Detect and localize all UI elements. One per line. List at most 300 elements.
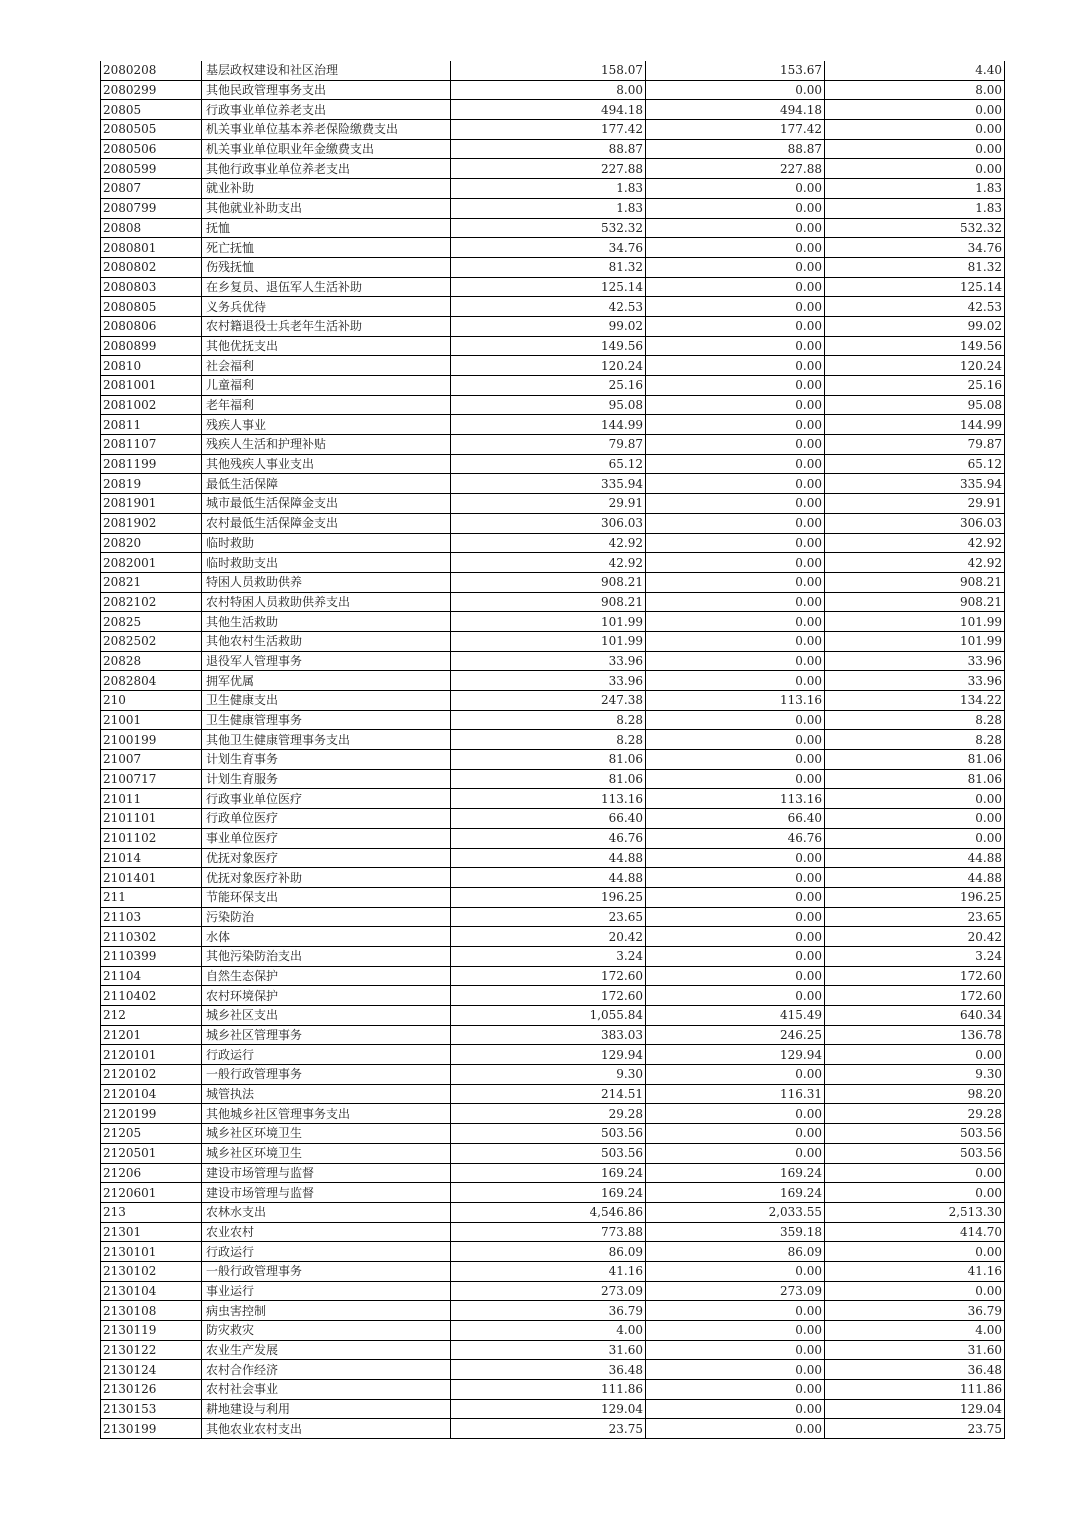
subject-name-cell: 农村最低生活保障金支出 [202, 513, 451, 533]
subject-code-cell: 210 [101, 691, 202, 711]
table-row [101, 1025, 1005, 1045]
project-expenditure-cell: 503.56 [825, 1143, 1005, 1163]
total-amount-cell: 196.25 [451, 887, 646, 907]
subject-name-cell: 城乡社区环境卫生 [202, 1124, 451, 1144]
basic-expenditure-cell: 246.25 [646, 1025, 825, 1045]
subject-code-cell: 2120104 [101, 1084, 202, 1104]
table-row [101, 769, 1005, 789]
subject-name-cell: 城乡社区支出 [202, 1006, 451, 1026]
subject-name-cell: 基层政权建设和社区治理 [202, 61, 451, 80]
table-row [101, 454, 1005, 474]
project-expenditure-cell: 33.96 [825, 671, 1005, 691]
total-amount-cell: 41.16 [451, 1261, 646, 1281]
project-expenditure-cell: 29.28 [825, 1104, 1005, 1124]
subject-code-cell: 2101102 [101, 828, 202, 848]
subject-code-cell: 20825 [101, 612, 202, 632]
subject-code-cell: 2101101 [101, 809, 202, 829]
basic-expenditure-cell: 129.94 [646, 1045, 825, 1065]
total-amount-cell: 79.87 [451, 435, 646, 455]
subject-code-cell: 2082102 [101, 592, 202, 612]
subject-name-cell: 其他农村生活救助 [202, 631, 451, 651]
subject-name-cell: 建设市场管理与监督 [202, 1183, 451, 1203]
subject-name-cell: 农业生产发展 [202, 1340, 451, 1360]
table-row [101, 868, 1005, 888]
subject-code-cell: 2082502 [101, 631, 202, 651]
total-amount-cell: 773.88 [451, 1222, 646, 1242]
subject-code-cell: 21103 [101, 907, 202, 927]
basic-expenditure-cell: 0.00 [646, 277, 825, 297]
subject-code-cell: 2080505 [101, 120, 202, 140]
budget-table [100, 61, 1005, 1439]
subject-name-cell: 病虫害控制 [202, 1301, 451, 1321]
basic-expenditure-cell: 177.42 [646, 120, 825, 140]
basic-expenditure-cell: 494.18 [646, 100, 825, 120]
project-expenditure-cell: 908.21 [825, 572, 1005, 592]
subject-code-cell: 2082804 [101, 671, 202, 691]
subject-name-cell: 残疾人生活和护理补贴 [202, 435, 451, 455]
table-row [101, 1301, 1005, 1321]
table-row [101, 1065, 1005, 1085]
total-amount-cell: 23.75 [451, 1419, 646, 1439]
project-expenditure-cell: 0.00 [825, 1242, 1005, 1262]
total-amount-cell: 4.00 [451, 1321, 646, 1341]
project-expenditure-cell: 42.92 [825, 553, 1005, 573]
basic-expenditure-cell: 0.00 [646, 750, 825, 770]
project-expenditure-cell: 4.00 [825, 1321, 1005, 1341]
subject-name-cell: 老年福利 [202, 395, 451, 415]
subject-name-cell: 农林水支出 [202, 1202, 451, 1222]
subject-name-cell: 一般行政管理事务 [202, 1261, 451, 1281]
subject-name-cell: 农村环境保护 [202, 986, 451, 1006]
total-amount-cell: 31.60 [451, 1340, 646, 1360]
basic-expenditure-cell: 0.00 [646, 868, 825, 888]
basic-expenditure-cell: 0.00 [646, 730, 825, 750]
project-expenditure-cell: 335.94 [825, 474, 1005, 494]
basic-expenditure-cell: 0.00 [646, 1419, 825, 1439]
total-amount-cell: 36.79 [451, 1301, 646, 1321]
table-row [101, 750, 1005, 770]
table-row [101, 159, 1005, 179]
basic-expenditure-cell: 0.00 [646, 927, 825, 947]
subject-name-cell: 其他优抚支出 [202, 336, 451, 356]
total-amount-cell: 25.16 [451, 376, 646, 396]
subject-code-cell: 20820 [101, 533, 202, 553]
subject-code-cell: 20828 [101, 651, 202, 671]
table-row [101, 316, 1005, 336]
basic-expenditure-cell: 153.67 [646, 61, 825, 80]
subject-name-cell: 其他就业补助支出 [202, 198, 451, 218]
project-expenditure-cell: 98.20 [825, 1084, 1005, 1104]
subject-code-cell: 2101401 [101, 868, 202, 888]
table-row [101, 1104, 1005, 1124]
project-expenditure-cell: 42.92 [825, 533, 1005, 553]
total-amount-cell: 129.04 [451, 1399, 646, 1419]
table-row [101, 986, 1005, 1006]
subject-name-cell: 行政运行 [202, 1045, 451, 1065]
subject-code-cell: 2120199 [101, 1104, 202, 1124]
project-expenditure-cell: 25.16 [825, 376, 1005, 396]
table-row [101, 257, 1005, 277]
project-expenditure-cell: 42.53 [825, 297, 1005, 317]
total-amount-cell: 81.32 [451, 257, 646, 277]
table-row [101, 513, 1005, 533]
basic-expenditure-cell: 0.00 [646, 769, 825, 789]
project-expenditure-cell: 8.28 [825, 710, 1005, 730]
project-expenditure-cell: 111.86 [825, 1380, 1005, 1400]
table-row [101, 1222, 1005, 1242]
total-amount-cell: 8.28 [451, 710, 646, 730]
table-row [101, 572, 1005, 592]
total-amount-cell: 503.56 [451, 1143, 646, 1163]
basic-expenditure-cell: 273.09 [646, 1281, 825, 1301]
total-amount-cell: 172.60 [451, 986, 646, 1006]
subject-code-cell: 2130108 [101, 1301, 202, 1321]
table-row [101, 612, 1005, 632]
total-amount-cell: 169.24 [451, 1183, 646, 1203]
table-row [101, 809, 1005, 829]
subject-code-cell: 2120601 [101, 1183, 202, 1203]
project-expenditure-cell: 33.96 [825, 651, 1005, 671]
total-amount-cell: 503.56 [451, 1124, 646, 1144]
total-amount-cell: 120.24 [451, 356, 646, 376]
subject-name-cell: 临时救助 [202, 533, 451, 553]
subject-code-cell: 2080803 [101, 277, 202, 297]
subject-code-cell: 20819 [101, 474, 202, 494]
table-row [101, 395, 1005, 415]
subject-code-cell: 2081199 [101, 454, 202, 474]
project-expenditure-cell: 0.00 [825, 1183, 1005, 1203]
subject-code-cell: 21201 [101, 1025, 202, 1045]
subject-name-cell: 城乡社区管理事务 [202, 1025, 451, 1045]
table-row [101, 828, 1005, 848]
subject-name-cell: 机关事业单位职业年金缴费支出 [202, 139, 451, 159]
table-row [101, 474, 1005, 494]
table-row [101, 946, 1005, 966]
subject-code-cell: 2080801 [101, 238, 202, 258]
subject-code-cell: 213 [101, 1202, 202, 1222]
total-amount-cell: 1.83 [451, 198, 646, 218]
subject-code-cell: 2081002 [101, 395, 202, 415]
basic-expenditure-cell: 0.00 [646, 1143, 825, 1163]
total-amount-cell: 101.99 [451, 612, 646, 632]
basic-expenditure-cell: 0.00 [646, 198, 825, 218]
basic-expenditure-cell: 0.00 [646, 710, 825, 730]
subject-name-cell: 事业运行 [202, 1281, 451, 1301]
basic-expenditure-cell: 0.00 [646, 80, 825, 100]
total-amount-cell: 3.24 [451, 946, 646, 966]
basic-expenditure-cell: 0.00 [646, 1301, 825, 1321]
total-amount-cell: 172.60 [451, 966, 646, 986]
subject-name-cell: 抚恤 [202, 218, 451, 238]
project-expenditure-cell: 23.65 [825, 907, 1005, 927]
basic-expenditure-cell: 0.00 [646, 1380, 825, 1400]
budget-table-body [101, 61, 1005, 1439]
total-amount-cell: 144.99 [451, 415, 646, 435]
table-row [101, 1380, 1005, 1400]
project-expenditure-cell: 149.56 [825, 336, 1005, 356]
subject-name-cell: 农业农村 [202, 1222, 451, 1242]
total-amount-cell: 111.86 [451, 1380, 646, 1400]
project-expenditure-cell: 196.25 [825, 887, 1005, 907]
subject-name-cell: 临时救助支出 [202, 553, 451, 573]
subject-code-cell: 2080506 [101, 139, 202, 159]
table-row [101, 218, 1005, 238]
subject-code-cell: 2110302 [101, 927, 202, 947]
total-amount-cell: 23.65 [451, 907, 646, 927]
basic-expenditure-cell: 0.00 [646, 612, 825, 632]
subject-name-cell: 水体 [202, 927, 451, 947]
budget-table-page [100, 61, 1005, 1439]
subject-name-cell: 一般行政管理事务 [202, 1065, 451, 1085]
total-amount-cell: 214.51 [451, 1084, 646, 1104]
table-row [101, 1360, 1005, 1380]
subject-code-cell: 2130153 [101, 1399, 202, 1419]
basic-expenditure-cell: 0.00 [646, 297, 825, 317]
project-expenditure-cell: 172.60 [825, 966, 1005, 986]
basic-expenditure-cell: 0.00 [646, 592, 825, 612]
total-amount-cell: 149.56 [451, 336, 646, 356]
subject-name-cell: 拥军优属 [202, 671, 451, 691]
basic-expenditure-cell: 0.00 [646, 907, 825, 927]
project-expenditure-cell: 120.24 [825, 356, 1005, 376]
table-row [101, 415, 1005, 435]
subject-name-cell: 最低生活保障 [202, 474, 451, 494]
subject-name-cell: 儿童福利 [202, 376, 451, 396]
table-row [101, 671, 1005, 691]
total-amount-cell: 9.30 [451, 1065, 646, 1085]
project-expenditure-cell: 36.79 [825, 1301, 1005, 1321]
total-amount-cell: 42.53 [451, 297, 646, 317]
subject-code-cell: 2082001 [101, 553, 202, 573]
table-row [101, 592, 1005, 612]
table-row [101, 1242, 1005, 1262]
project-expenditure-cell: 99.02 [825, 316, 1005, 336]
total-amount-cell: 95.08 [451, 395, 646, 415]
basic-expenditure-cell: 116.31 [646, 1084, 825, 1104]
table-row [101, 631, 1005, 651]
total-amount-cell: 125.14 [451, 277, 646, 297]
project-expenditure-cell: 172.60 [825, 986, 1005, 1006]
basic-expenditure-cell: 0.00 [646, 1065, 825, 1085]
basic-expenditure-cell: 0.00 [646, 1399, 825, 1419]
subject-name-cell: 耕地建设与利用 [202, 1399, 451, 1419]
subject-name-cell: 就业补助 [202, 179, 451, 199]
basic-expenditure-cell: 0.00 [646, 257, 825, 277]
subject-name-cell: 计划生育事务 [202, 750, 451, 770]
total-amount-cell: 88.87 [451, 139, 646, 159]
table-row [101, 139, 1005, 159]
subject-code-cell: 2080599 [101, 159, 202, 179]
table-row [101, 336, 1005, 356]
subject-code-cell: 2080799 [101, 198, 202, 218]
table-row [101, 277, 1005, 297]
basic-expenditure-cell: 0.00 [646, 1340, 825, 1360]
subject-code-cell: 21001 [101, 710, 202, 730]
project-expenditure-cell: 134.22 [825, 691, 1005, 711]
subject-code-cell: 2081901 [101, 494, 202, 514]
table-row [101, 730, 1005, 750]
subject-code-cell: 21011 [101, 789, 202, 809]
table-row [101, 1084, 1005, 1104]
project-expenditure-cell: 0.00 [825, 789, 1005, 809]
subject-code-cell: 2100199 [101, 730, 202, 750]
subject-name-cell: 优抚对象医疗补助 [202, 868, 451, 888]
total-amount-cell: 273.09 [451, 1281, 646, 1301]
project-expenditure-cell: 306.03 [825, 513, 1005, 533]
total-amount-cell: 158.07 [451, 61, 646, 80]
basic-expenditure-cell: 0.00 [646, 986, 825, 1006]
table-row [101, 297, 1005, 317]
subject-name-cell: 行政运行 [202, 1242, 451, 1262]
subject-code-cell: 2130102 [101, 1261, 202, 1281]
basic-expenditure-cell: 415.49 [646, 1006, 825, 1026]
total-amount-cell: 383.03 [451, 1025, 646, 1045]
table-row [101, 966, 1005, 986]
project-expenditure-cell: 101.99 [825, 631, 1005, 651]
basic-expenditure-cell: 0.00 [646, 179, 825, 199]
subject-code-cell: 2130126 [101, 1380, 202, 1400]
project-expenditure-cell: 3.24 [825, 946, 1005, 966]
basic-expenditure-cell: 46.76 [646, 828, 825, 848]
project-expenditure-cell: 144.99 [825, 415, 1005, 435]
table-row [101, 1419, 1005, 1439]
project-expenditure-cell: 136.78 [825, 1025, 1005, 1045]
project-expenditure-cell: 0.00 [825, 1045, 1005, 1065]
subject-code-cell: 2080899 [101, 336, 202, 356]
project-expenditure-cell: 640.34 [825, 1006, 1005, 1026]
project-expenditure-cell: 29.91 [825, 494, 1005, 514]
project-expenditure-cell: 0.00 [825, 828, 1005, 848]
subject-code-cell: 2130101 [101, 1242, 202, 1262]
subject-code-cell: 2130119 [101, 1321, 202, 1341]
total-amount-cell: 335.94 [451, 474, 646, 494]
subject-code-cell: 2110402 [101, 986, 202, 1006]
total-amount-cell: 81.06 [451, 750, 646, 770]
total-amount-cell: 29.28 [451, 1104, 646, 1124]
subject-name-cell: 其他民政管理事务支出 [202, 80, 451, 100]
basic-expenditure-cell: 0.00 [646, 454, 825, 474]
subject-name-cell: 行政事业单位医疗 [202, 789, 451, 809]
subject-code-cell: 2130122 [101, 1340, 202, 1360]
table-row [101, 376, 1005, 396]
subject-code-cell: 20805 [101, 100, 202, 120]
subject-code-cell: 2081107 [101, 435, 202, 455]
subject-code-cell: 20810 [101, 356, 202, 376]
basic-expenditure-cell: 169.24 [646, 1183, 825, 1203]
project-expenditure-cell: 41.16 [825, 1261, 1005, 1281]
total-amount-cell: 4,546.86 [451, 1202, 646, 1222]
total-amount-cell: 494.18 [451, 100, 646, 120]
table-row [101, 789, 1005, 809]
table-row [101, 1006, 1005, 1026]
table-row [101, 100, 1005, 120]
table-row [101, 179, 1005, 199]
total-amount-cell: 177.42 [451, 120, 646, 140]
table-row [101, 198, 1005, 218]
subject-name-cell: 伤残抚恤 [202, 257, 451, 277]
table-row [101, 356, 1005, 376]
project-expenditure-cell: 20.42 [825, 927, 1005, 947]
project-expenditure-cell: 0.00 [825, 159, 1005, 179]
subject-code-cell: 2120501 [101, 1143, 202, 1163]
subject-name-cell: 事业单位医疗 [202, 828, 451, 848]
basic-expenditure-cell: 0.00 [646, 435, 825, 455]
project-expenditure-cell: 2,513.30 [825, 1202, 1005, 1222]
basic-expenditure-cell: 0.00 [646, 415, 825, 435]
total-amount-cell: 33.96 [451, 651, 646, 671]
project-expenditure-cell: 9.30 [825, 1065, 1005, 1085]
basic-expenditure-cell: 359.18 [646, 1222, 825, 1242]
basic-expenditure-cell: 0.00 [646, 1104, 825, 1124]
total-amount-cell: 34.76 [451, 238, 646, 258]
basic-expenditure-cell: 86.09 [646, 1242, 825, 1262]
project-expenditure-cell: 65.12 [825, 454, 1005, 474]
total-amount-cell: 86.09 [451, 1242, 646, 1262]
basic-expenditure-cell: 0.00 [646, 1360, 825, 1380]
subject-code-cell: 2080802 [101, 257, 202, 277]
table-row [101, 1202, 1005, 1222]
subject-code-cell: 211 [101, 887, 202, 907]
basic-expenditure-cell: 0.00 [646, 572, 825, 592]
table-row [101, 1124, 1005, 1144]
basic-expenditure-cell: 0.00 [646, 218, 825, 238]
basic-expenditure-cell: 0.00 [646, 533, 825, 553]
subject-name-cell: 建设市场管理与监督 [202, 1163, 451, 1183]
subject-name-cell: 退役军人管理事务 [202, 651, 451, 671]
subject-code-cell: 2081902 [101, 513, 202, 533]
project-expenditure-cell: 0.00 [825, 1281, 1005, 1301]
basic-expenditure-cell: 66.40 [646, 809, 825, 829]
total-amount-cell: 1.83 [451, 179, 646, 199]
project-expenditure-cell: 79.87 [825, 435, 1005, 455]
subject-name-cell: 污染防治 [202, 907, 451, 927]
total-amount-cell: 42.92 [451, 553, 646, 573]
subject-name-cell: 城市最低生活保障金支出 [202, 494, 451, 514]
basic-expenditure-cell: 0.00 [646, 494, 825, 514]
subject-code-cell: 20807 [101, 179, 202, 199]
project-expenditure-cell: 44.88 [825, 848, 1005, 868]
table-row [101, 710, 1005, 730]
project-expenditure-cell: 0.00 [825, 100, 1005, 120]
table-row [101, 533, 1005, 553]
total-amount-cell: 306.03 [451, 513, 646, 533]
basic-expenditure-cell: 0.00 [646, 356, 825, 376]
basic-expenditure-cell: 0.00 [646, 946, 825, 966]
subject-name-cell: 计划生育服务 [202, 769, 451, 789]
total-amount-cell: 66.40 [451, 809, 646, 829]
basic-expenditure-cell: 113.16 [646, 691, 825, 711]
total-amount-cell: 81.06 [451, 769, 646, 789]
table-row [101, 435, 1005, 455]
project-expenditure-cell: 0.00 [825, 120, 1005, 140]
project-expenditure-cell: 1.83 [825, 179, 1005, 199]
subject-name-cell: 行政事业单位养老支出 [202, 100, 451, 120]
subject-code-cell: 2120101 [101, 1045, 202, 1065]
table-row [101, 238, 1005, 258]
project-expenditure-cell: 36.48 [825, 1360, 1005, 1380]
basic-expenditure-cell: 0.00 [646, 474, 825, 494]
total-amount-cell: 8.28 [451, 730, 646, 750]
subject-code-cell: 21301 [101, 1222, 202, 1242]
table-row [101, 1183, 1005, 1203]
subject-name-cell: 城乡社区环境卫生 [202, 1143, 451, 1163]
project-expenditure-cell: 44.88 [825, 868, 1005, 888]
basic-expenditure-cell: 169.24 [646, 1163, 825, 1183]
project-expenditure-cell: 0.00 [825, 809, 1005, 829]
table-row [101, 927, 1005, 947]
total-amount-cell: 29.91 [451, 494, 646, 514]
project-expenditure-cell: 0.00 [825, 139, 1005, 159]
